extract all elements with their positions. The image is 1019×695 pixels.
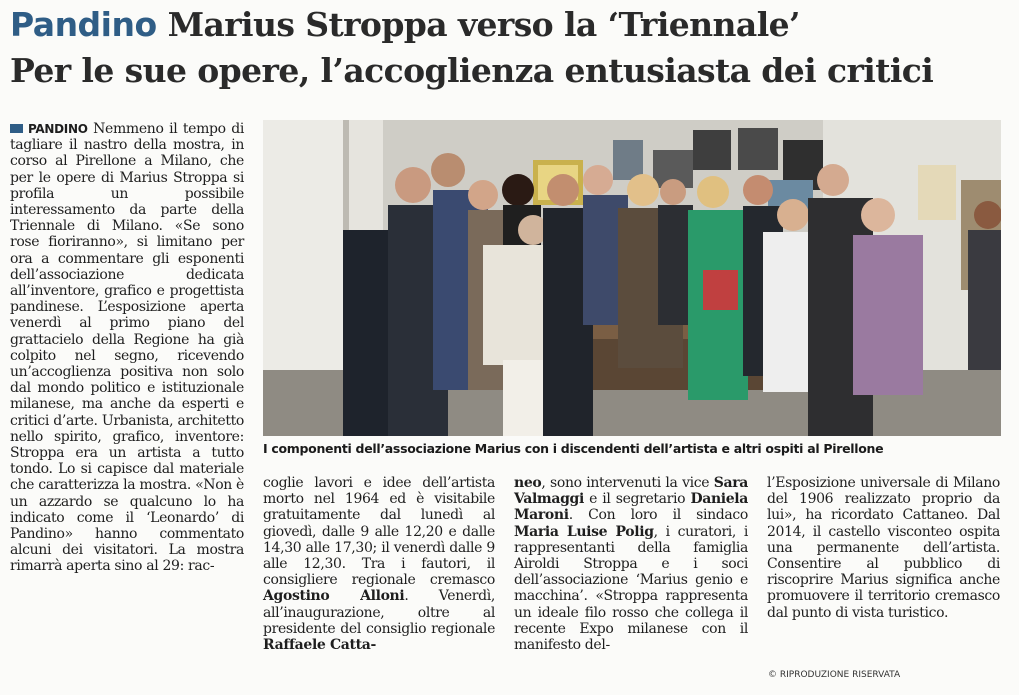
dateline-marker-icon: [10, 124, 23, 133]
person-name-valmaggi: Sara Valmaggi: [514, 475, 748, 508]
article-text-col3d: , i curatori, i rappresentanti della famiglia Airoldi Stroppa e i soci dell’associazione ‘Marius genio e macchina’. «Stroppa rappresenta un ideale filo rosso che collega il recente Expo milanese con il manifesto del-: [514, 523, 748, 654]
person-name-maroni: Daniela Maroni: [514, 491, 748, 524]
article-text-col3a: , sono intervenuti la vice: [541, 475, 710, 491]
article-text-col3c: . Con loro il sindaco: [568, 507, 748, 524]
copyright-notice: © RIPRODUZIONE RISERVATA: [768, 670, 901, 680]
headline-line-2: Per le sue opere, l’accoglienza entusiasta dei critici: [10, 51, 934, 90]
article-column-2: [263, 475, 495, 653]
person-name-polig: Maria Luise Polig: [514, 523, 654, 540]
headline-line-1: [10, 2, 1010, 48]
article-text-col2b: . Venerdì, all’inaugurazione, oltre al presidente del consiglio regionale: [263, 588, 495, 637]
person-name-cattaneo: Raffaele Catta-: [263, 637, 376, 654]
person-name-alloni: Agostino Alloni: [263, 588, 405, 605]
article-text-col2a: coglie lavori e idee dell’artista morto nel 1964 ed è visitabile gratuitamente dal lunedì al giovedì, dalle 9 alle 12,20 e dalle 14,30 alle 17,30; il venerdì dalle 9 alle 12,30. Tra i fautori, il consigliere regionale cremasco: [263, 475, 495, 589]
article-text-col1: Nemmeno il tempo di tagliare il nastro della mostra, in corso al Pirellone a Milano, che per le opere di Marius Stroppa si profila un possibile interessamento da parte della Triennale di Milano. «Se sono rose fioriranno», si limitano per ora a commentare gli esponenti dell’associazione dedicata all’inventore, grafico e progettista pandinese. L’esposizione aperta venerdì al primo piano del grattacielo della Regione ha già colpito nel segno, ricevendo un’accoglienza positiva non solo dal mondo politico e istituzionale milanese, ma anche da esperti e critici d’arte. Urbanista, architetto nello spirito, grafico, inventore: Stroppa era un artista a tutto tondo. Lo si capisce dal materiale che caratterizza la mostra. «Non è un azzardo se qualcuno lo ha indicato come il ‘Leonardo’ di Pandino» hanno commentato alcuni dei visitatori. La mostra rimarrà aperta sino al 29: rac-: [10, 121, 244, 575]
photo-caption: I componenti dell’associazione Marius con i discendenti dell’artista e altri ospiti al Pirellone: [263, 441, 884, 456]
article-text-col3b: e il segretario: [589, 491, 686, 508]
dateline: PANDINO: [28, 122, 88, 136]
article-text-col4: l’Esposizione universale di Milano del 1906 realizzato proprio da lui», ha ricordato Cattaneo. Dal 2014, il castello visconteo ospita una permanente dell’artista. Consentire al pubblico di riscoprire Marius significa anche promuovere il territorio cremasco dal punto di vista turistico.: [767, 475, 1000, 621]
person-name-cattaneo-end: neo: [514, 475, 542, 491]
article-column-1: [10, 121, 244, 575]
headline-kicker: Pandino: [10, 5, 157, 44]
group-photo-illustration: [263, 120, 1001, 436]
headline: [10, 2, 1010, 94]
headline-title: Marius Stroppa verso la ‘Triennale’: [167, 5, 800, 44]
article-column-4: [767, 475, 1000, 621]
article-column-3: [514, 475, 748, 653]
article-photo: [263, 120, 1001, 436]
